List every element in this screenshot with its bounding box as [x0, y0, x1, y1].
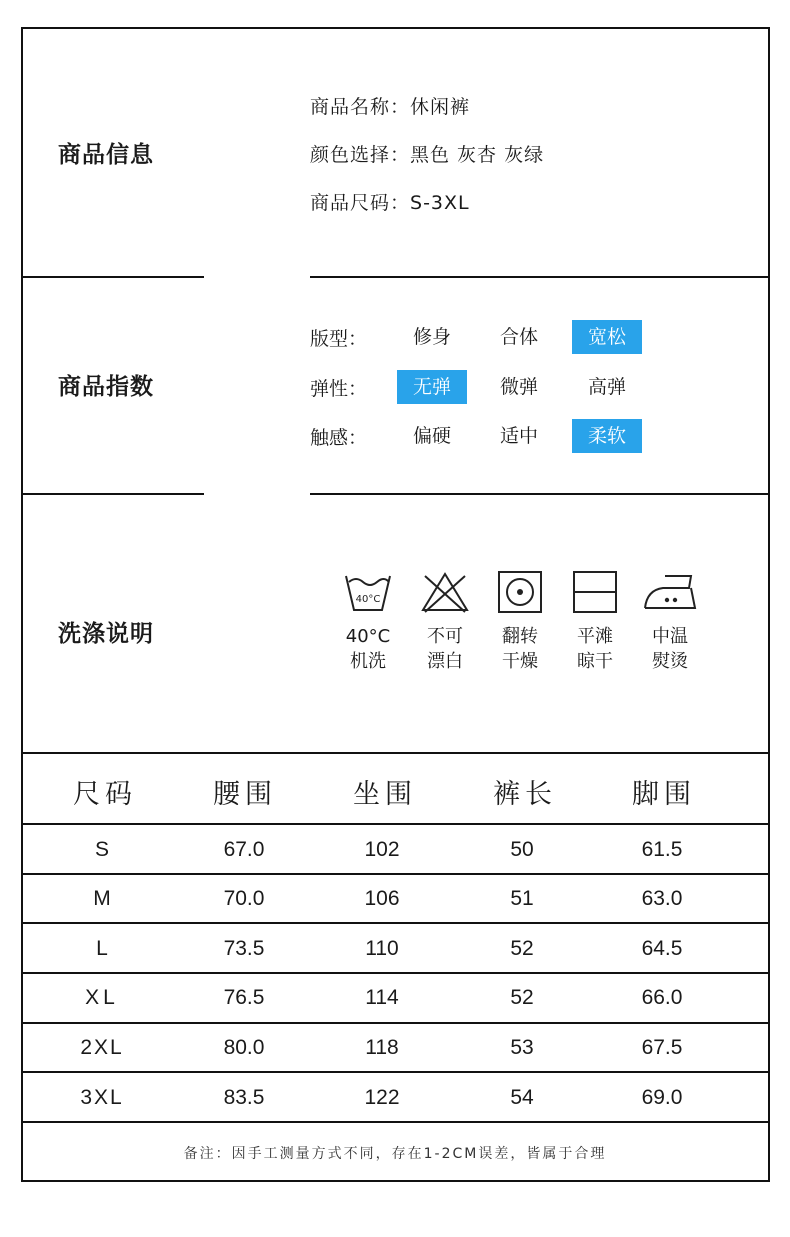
care-text-line2: 漂白 [427, 651, 463, 672]
table-cell: 110 [365, 937, 399, 960]
size-header-hip: 坐围 [353, 779, 417, 810]
table-cell: 52 [510, 986, 534, 1009]
care-text-line1: 中温 [652, 626, 688, 647]
care-item-bleach [415, 570, 475, 674]
tumble-dry-icon [494, 570, 546, 614]
table-divider [23, 922, 768, 924]
fit-option-loose: 宽松 [572, 320, 642, 354]
product-size-value: S-3XL [410, 192, 470, 214]
product-name-line [310, 92, 470, 119]
fit-option-regular: 合体 [499, 326, 538, 348]
product-color-label: 颜色选择： [310, 144, 411, 166]
touch-option-hard: 偏硬 [412, 425, 451, 447]
care-text-line1: 翻转 [502, 626, 538, 647]
table-cell: 66.0 [641, 986, 683, 1009]
table-cell: 67.5 [641, 1036, 683, 1059]
table-cell: 67.0 [223, 838, 265, 861]
wash-title: 洗涤说明 [58, 621, 154, 647]
care-text-line2: 干燥 [502, 651, 538, 672]
table-cell: 61.5 [641, 838, 683, 861]
table-divider [23, 972, 768, 974]
divider [23, 276, 204, 278]
table-cell: 3XL [80, 1086, 124, 1109]
iron-medium-icon [641, 570, 699, 614]
care-text-line1: 平滩 [577, 626, 613, 647]
table-cell: 54 [510, 1086, 534, 1109]
care-text-line2: 熨烫 [652, 651, 688, 672]
wash-temp-glyph: 40°C [355, 594, 381, 605]
elasticity-option-high: 高弹 [587, 376, 626, 398]
no-bleach-icon [419, 570, 471, 614]
table-cell: 53 [510, 1036, 534, 1059]
table-cell: 73.5 [223, 937, 265, 960]
fit-option-slim: 修身 [412, 326, 451, 348]
product-info-title: 商品信息 [58, 142, 154, 168]
care-text-line2: 机洗 [350, 651, 386, 672]
size-header-length: 裤长 [493, 779, 557, 810]
table-cell: 63.0 [641, 887, 683, 910]
table-cell: XL [85, 986, 119, 1009]
table-cell: 64.5 [641, 937, 683, 960]
touch-option-soft: 柔软 [572, 419, 642, 453]
table-cell: 122 [364, 1086, 400, 1109]
touch-label: 触感： [310, 427, 368, 449]
wash-40-icon [342, 570, 394, 614]
flat-dry-icon [569, 570, 621, 614]
product-color-line [310, 140, 544, 167]
table-cell: 70.0 [223, 887, 265, 910]
table-cell: 118 [365, 1036, 399, 1059]
table-cell: M [93, 887, 111, 910]
care-text-line1: 不可 [427, 626, 463, 647]
table-cell: 52 [510, 937, 534, 960]
table-cell: 51 [510, 887, 534, 910]
product-color-value: 黑色 灰杏 灰绿 [410, 144, 545, 166]
table-cell: 83.5 [223, 1086, 265, 1109]
product-name-value: 休闲裤 [410, 96, 471, 118]
care-item-wash [338, 570, 398, 674]
product-index-title: 商品指数 [58, 374, 154, 400]
table-divider [23, 1121, 768, 1123]
elasticity-label: 弹性： [310, 378, 368, 400]
divider [310, 493, 768, 495]
product-size-label: 商品尺码： [310, 192, 411, 214]
care-item-flat-dry [565, 570, 625, 674]
table-cell: 76.5 [223, 986, 265, 1009]
measurement-note: 备注：因手工测量方式不同，存在1-2CM误差，皆属于合理 [183, 1146, 607, 1162]
divider [23, 493, 204, 495]
product-size-line [310, 188, 470, 215]
size-header-waist: 腰围 [213, 779, 277, 810]
product-name-label: 商品名称： [310, 96, 411, 118]
care-item-dry [490, 570, 550, 674]
table-cell: 80.0 [223, 1036, 265, 1059]
divider [23, 752, 768, 754]
table-cell: 2XL [80, 1036, 124, 1059]
table-cell: 69.0 [641, 1086, 683, 1109]
table-cell: 50 [510, 838, 534, 861]
care-item-iron [640, 570, 700, 674]
table-cell: 102 [364, 838, 400, 861]
care-text-line2: 晾干 [577, 651, 613, 672]
elasticity-option-none: 无弹 [397, 370, 467, 404]
table-cell: L [96, 937, 108, 960]
table-divider [23, 1071, 768, 1073]
table-divider [23, 823, 768, 825]
divider [310, 276, 768, 278]
size-header-size: 尺码 [73, 779, 137, 810]
table-cell: 114 [365, 986, 399, 1009]
table-divider [23, 873, 768, 875]
touch-option-medium: 适中 [499, 425, 538, 447]
size-header-hem: 脚围 [632, 779, 696, 810]
elasticity-option-slight: 微弹 [499, 376, 538, 398]
table-cell: S [94, 838, 109, 861]
table-divider [23, 1022, 768, 1024]
care-text-line1: 40°C [345, 626, 391, 647]
fit-label: 版型： [310, 328, 368, 350]
table-cell: 106 [364, 887, 400, 910]
